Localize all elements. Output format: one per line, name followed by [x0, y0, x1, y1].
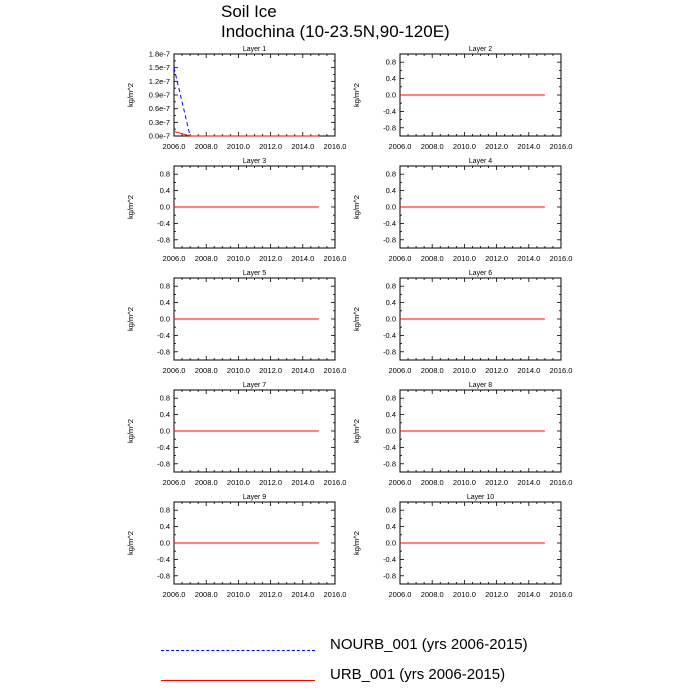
x-tick-label: 2012.0 — [259, 142, 283, 151]
x-tick-label: 2006.0 — [162, 478, 186, 487]
x-tick-label: 2016.0 — [323, 478, 347, 487]
x-tick-label: 2012.0 — [485, 142, 509, 151]
y-tick-label: 0.8 — [159, 505, 170, 515]
panel-title-5: Layer 5 — [242, 270, 267, 277]
y-tick-label: 0.4 — [385, 298, 396, 308]
legend-label-urb: URB_001 (yrs 2006-2015) — [330, 666, 506, 683]
y-tick-label: 0.8 — [385, 57, 396, 67]
y-tick-label: -0.8 — [157, 235, 170, 245]
x-tick-label: 2014.0 — [517, 366, 541, 375]
y-tick-label: -0.8 — [383, 123, 396, 133]
y-tick-label: -0.4 — [157, 218, 170, 228]
x-tick-label: 2014.0 — [291, 254, 315, 263]
panel-title-9: Layer 9 — [242, 494, 267, 501]
y-axis-label-10: kg/m^2 — [352, 531, 361, 555]
y-tick-label: 0.4 — [385, 186, 396, 196]
x-tick-label: 2012.0 — [485, 254, 509, 263]
y-tick-label: 0.0 — [159, 538, 170, 548]
x-tick-label: 2016.0 — [549, 366, 573, 375]
panel-title-7: Layer 7 — [242, 382, 267, 389]
legend-swatch-dashed — [161, 650, 315, 651]
y-tick-label: 0.8 — [159, 169, 170, 179]
y-tick-label: 0.0 — [385, 90, 396, 100]
x-tick-label: 2016.0 — [323, 142, 347, 151]
x-tick-label: 2012.0 — [259, 478, 283, 487]
y-tick-label: -0.8 — [157, 459, 170, 469]
x-tick-label: 2012.0 — [485, 366, 509, 375]
x-tick-label: 2010.0 — [226, 254, 250, 263]
y-tick-label: 0.4 — [385, 410, 396, 420]
panel-title-10: Layer 10 — [466, 494, 495, 501]
x-tick-label: 2006.0 — [388, 366, 412, 375]
x-tick-label: 2006.0 — [162, 590, 186, 599]
x-tick-label: 2016.0 — [323, 254, 347, 263]
y-tick-label: 0.4 — [159, 186, 170, 196]
panel-title-8: Layer 8 — [468, 382, 493, 389]
y-tick-label: 0.8 — [385, 505, 396, 515]
x-tick-label: 2008.0 — [194, 590, 218, 599]
x-tick-label: 2006.0 — [388, 142, 412, 151]
x-tick-label: 2008.0 — [420, 366, 444, 375]
y-tick-label: -0.8 — [383, 571, 396, 581]
plot-frame-1 — [174, 54, 335, 136]
x-tick-label: 2008.0 — [194, 142, 218, 151]
x-tick-label: 2016.0 — [549, 590, 573, 599]
y-tick-label: 1.5e-7 — [148, 63, 170, 73]
y-tick-label: 0.3e-7 — [148, 117, 170, 127]
x-tick-label: 2008.0 — [194, 254, 218, 263]
panel-title-1: Layer 1 — [242, 46, 267, 53]
x-tick-label: 2014.0 — [291, 478, 315, 487]
y-tick-label: -0.4 — [157, 330, 170, 340]
x-tick-label: 2010.0 — [452, 254, 476, 263]
x-tick-label: 2008.0 — [420, 142, 444, 151]
x-tick-label: 2014.0 — [517, 478, 541, 487]
y-tick-label: 0.0 — [159, 314, 170, 324]
x-tick-label: 2014.0 — [291, 142, 315, 151]
panel-title-4: Layer 4 — [468, 158, 493, 165]
panel-title-6: Layer 6 — [468, 270, 493, 277]
y-tick-label: 0.0 — [385, 314, 396, 324]
x-tick-label: 2016.0 — [549, 478, 573, 487]
y-tick-label: 0.0 — [385, 202, 396, 212]
y-axis-label-4: kg/m^2 — [352, 195, 361, 219]
y-tick-label: 0.4 — [159, 298, 170, 308]
x-tick-label: 2012.0 — [259, 254, 283, 263]
x-tick-label: 2012.0 — [485, 478, 509, 487]
x-tick-label: 2016.0 — [549, 142, 573, 151]
y-tick-label: -0.8 — [383, 235, 396, 245]
y-tick-label: -0.4 — [383, 442, 396, 452]
x-tick-label: 2008.0 — [420, 254, 444, 263]
y-tick-label: -0.4 — [383, 106, 396, 116]
y-tick-label: -0.4 — [383, 330, 396, 340]
y-tick-label: -0.8 — [157, 347, 170, 357]
x-tick-label: 2014.0 — [291, 366, 315, 375]
x-tick-label: 2008.0 — [420, 478, 444, 487]
y-tick-label: -0.8 — [157, 571, 170, 581]
x-tick-label: 2010.0 — [452, 478, 476, 487]
x-tick-label: 2006.0 — [388, 478, 412, 487]
x-tick-label: 2006.0 — [162, 142, 186, 151]
x-tick-label: 2012.0 — [485, 590, 509, 599]
title-line-1: Soil Ice — [221, 2, 277, 21]
legend-swatch-solid — [161, 680, 315, 681]
y-tick-label: -0.4 — [383, 218, 396, 228]
y-axis-label-6: kg/m^2 — [352, 307, 361, 331]
x-tick-label: 2008.0 — [194, 366, 218, 375]
x-tick-label: 2006.0 — [388, 254, 412, 263]
y-tick-label: 0.0e-7 — [148, 131, 170, 141]
y-tick-label: -0.8 — [383, 459, 396, 469]
x-tick-label: 2016.0 — [323, 590, 347, 599]
x-tick-label: 2012.0 — [259, 366, 283, 375]
x-tick-label: 2008.0 — [420, 590, 444, 599]
x-tick-label: 2014.0 — [517, 590, 541, 599]
y-tick-label: 0.0 — [159, 426, 170, 436]
y-tick-label: 0.0 — [385, 538, 396, 548]
y-tick-label: 0.8 — [159, 393, 170, 403]
y-tick-label: 0.4 — [385, 74, 396, 84]
x-tick-label: 2010.0 — [452, 142, 476, 151]
x-tick-label: 2010.0 — [452, 590, 476, 599]
y-tick-label: -0.4 — [383, 554, 396, 564]
y-tick-label: 0.0 — [159, 202, 170, 212]
y-tick-label: 0.8 — [385, 281, 396, 291]
y-axis-label-3: kg/m^2 — [126, 195, 135, 219]
y-tick-label: 0.0 — [385, 426, 396, 436]
x-tick-label: 2006.0 — [162, 366, 186, 375]
legend-label-nourb: NOURB_001 (yrs 2006-2015) — [330, 636, 528, 653]
x-tick-label: 2014.0 — [517, 254, 541, 263]
y-axis-label-9: kg/m^2 — [126, 531, 135, 555]
y-tick-label: 1.2e-7 — [148, 76, 170, 86]
y-axis-label-7: kg/m^2 — [126, 419, 135, 443]
x-tick-label: 2008.0 — [194, 478, 218, 487]
title-line-2: Indochina (10-23.5N,90-120E) — [221, 22, 450, 41]
y-tick-label: -0.4 — [157, 554, 170, 564]
x-tick-label: 2016.0 — [549, 254, 573, 263]
x-tick-label: 2006.0 — [162, 254, 186, 263]
y-axis-label-5: kg/m^2 — [126, 307, 135, 331]
series-line-nourb-1 — [174, 68, 319, 136]
panel-title-2: Layer 2 — [468, 46, 493, 53]
y-tick-label: -0.4 — [157, 442, 170, 452]
y-tick-label: -0.8 — [383, 347, 396, 357]
x-tick-label: 2010.0 — [452, 366, 476, 375]
x-tick-label: 2014.0 — [517, 142, 541, 151]
y-tick-label: 1.8e-7 — [148, 49, 170, 59]
panel-title-3: Layer 3 — [242, 158, 267, 165]
x-tick-label: 2010.0 — [226, 478, 250, 487]
x-tick-label: 2014.0 — [291, 590, 315, 599]
y-tick-label: 0.9e-7 — [148, 90, 170, 100]
x-tick-label: 2006.0 — [388, 590, 412, 599]
y-tick-label: 0.8 — [159, 281, 170, 291]
x-tick-label: 2010.0 — [226, 142, 250, 151]
x-tick-label: 2010.0 — [226, 366, 250, 375]
y-tick-label: 0.4 — [159, 410, 170, 420]
y-tick-label: 0.8 — [385, 169, 396, 179]
y-tick-label: 0.8 — [385, 393, 396, 403]
y-tick-label: 0.4 — [159, 522, 170, 532]
y-tick-label: 0.6e-7 — [148, 104, 170, 114]
y-tick-label: 0.4 — [385, 522, 396, 532]
x-tick-label: 2012.0 — [259, 590, 283, 599]
x-tick-label: 2010.0 — [226, 590, 250, 599]
y-axis-label-8: kg/m^2 — [352, 419, 361, 443]
x-tick-label: 2016.0 — [323, 366, 347, 375]
y-axis-label-1: kg/m^2 — [126, 83, 135, 107]
y-axis-label-2: kg/m^2 — [352, 83, 361, 107]
